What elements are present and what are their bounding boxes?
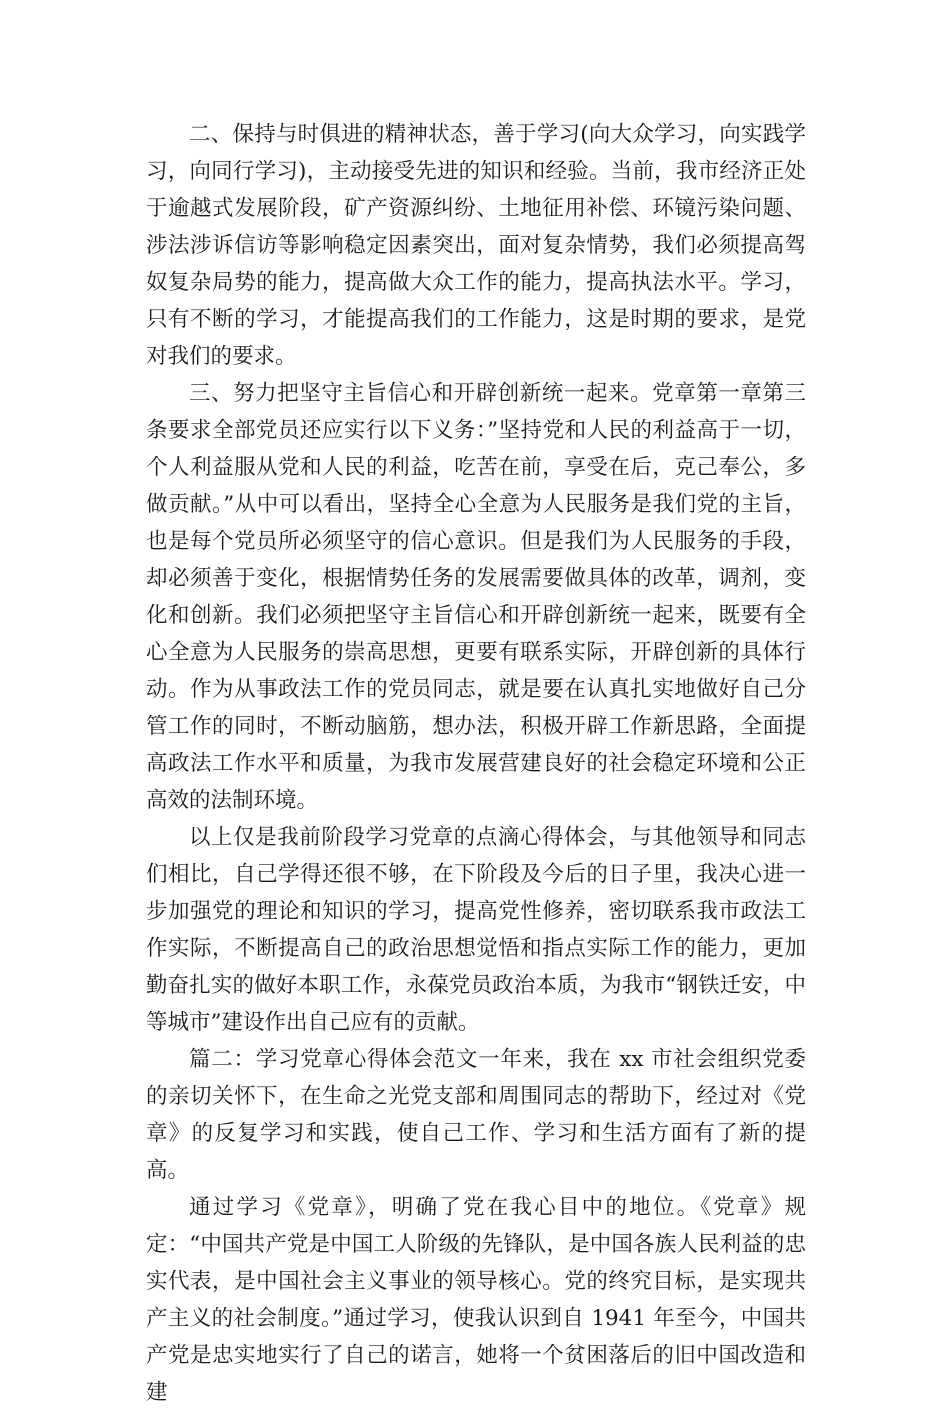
paragraph-3: 以上仅是我前阶段学习党章的点滴心得体会，与其他领导和同志们相比，自己学得还很不够，在下阶段及今后的日子里，我决心进一步加强党的理论和知识的学习，提高党性修养，密切联系我市政法工作实际，不断提高自己的政治思想觉悟和指点实际工作的能力，更加勤奋扎实的做好本职工作，永葆党员政治本质，为我市“钢铁迁安，中等城市”建设作出自己应有的贡献。	[146, 825, 806, 1035]
document-body	[146, 116, 806, 1411]
paragraph-2: 三、努力把坚守主旨信心和开辟创新统一起来。党章第一章第三条要求全部党员还应实行以下义务：”坚持党和人民的利益高于一切，个人利益服从党和人民的利益，吃苦在前，享受在后，克己奉公，多做贡献。”从中可以看出，坚持全心全意为人民服务是我们党的主旨，也是每个党员所必须坚守的信心意识。但是我们为人民服务的手段，却必须善于变化，根据情势任务的发展需要做具体的改革，调剂，变化和创新。我们必须把坚守主旨信心和开辟创新统一起来，既要有全心全意为人民服务的崇高思想，更要有联系实际，开辟创新的具体行动。作为从事政法工作的党员同志，就是要在认真扎实地做好自己分管工作的同时，不断动脑筋，想办法，积极开辟工作新思路，全面提高政法工作水平和质量，为我市发展营建良好的社会稳定环境和公正高效的法制环境。	[146, 381, 806, 813]
paragraph-5: 通过学习《党章》，明确了党在我心目中的地位。《党章》规定：“中国共产党是中国工人阶级的先锋队，是中国各族人民利益的忠实代表，是中国社会主义事业的领导核心。党的终究目标，是实现共产主义的社会制度。”通过学习，使我认识到自 1941 年至今，中国共产党是忠实地实行了自己的诺言，她将一个贫困落后的旧中国改造和建	[146, 1195, 806, 1405]
paragraph-4: 篇二：学习党章心得体会范文一年来，我在 xx 市社会组织党委的亲切关怀下，在生命之光党支部和周围同志的帮助下，经过对《党章》的反复学习和实践，使自己工作、学习和生活方面有了新的提高。	[146, 1047, 806, 1183]
paragraph-1: 二、保持与时俱进的精神状态，善于学习(向大众学习，向实践学习，向同行学习)，主动接受先进的知识和经验。当前，我市经济正处于逾越式发展阶段，矿产资源纠纷、土地征用补偿、环镜污染问题、涉法涉诉信访等影响稳定因素突出，面对复杂情势，我们必须提高驾奴复杂局势的能力，提高做大众工作的能力，提高执法水平。学习，只有不断的学习，才能提高我们的工作能力，这是时期的要求，是党对我们的要求。	[146, 122, 806, 369]
